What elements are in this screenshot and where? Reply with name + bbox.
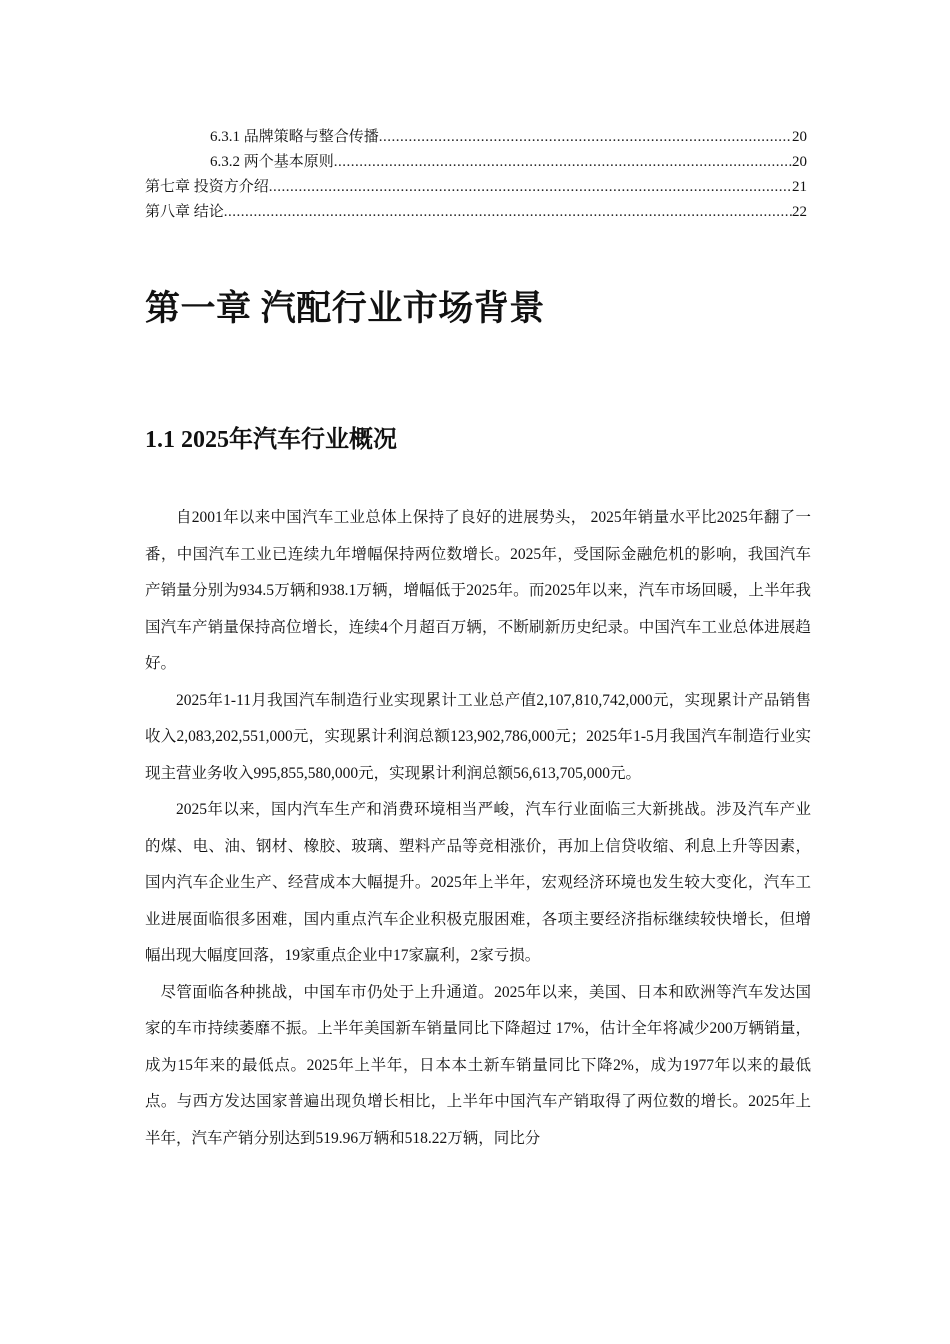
toc-leader-dots — [269, 175, 792, 200]
chapter-title: 第一章 汽配行业市场背景 — [145, 289, 545, 328]
paragraph: 2025年1-11月我国汽车制造行业实现累计工业总产值2,107,810,742,000元，实现累计产品销售收入2,083,202,551,000元，实现累计利润总额123,902,786,000元；2025年1-5月我国汽车制造行业实现主营业务收入995,855,580,000元，实现累计利润总额56,613,705,000元。 — [145, 691, 811, 782]
paragraph: 尽管面临各种挑战，中国车市仍处于上升通道。2025年以来，美国、日本和欧洲等汽车发达国家的车市持续萎靡不振。上半年美国新车销量同比下降超过 17%，估计全年将减少200万辆销量，成为15年来的最低点。2025年上半年，日本本土新车销量同比下降2%，成为1977年以来的最低点。与西方发达国家普遍出现负增长相比，上半年中国汽车产销取得了两位数的增长。2025年上半年，汽车产销分别达到519.96万辆和518.22万辆，同比分 — [145, 983, 811, 1147]
toc-entry[interactable] — [145, 200, 807, 225]
toc-entry[interactable] — [145, 150, 807, 175]
toc-leader-dots — [334, 150, 792, 175]
section-title: 1.1 2025年汽车行业概况 — [145, 427, 397, 453]
toc-leader-dots — [224, 200, 792, 225]
toc-entry-title: 6.3.1 品牌策略与整合传播 — [210, 129, 379, 145]
body-text — [145, 500, 811, 1157]
toc-leader-dots — [379, 125, 792, 150]
toc-entry-page: 22 — [792, 204, 807, 220]
table-of-contents — [145, 125, 807, 225]
toc-entry-page: 20 — [792, 154, 807, 170]
toc-entry-title: 第八章 结论 — [145, 204, 224, 220]
toc-entry[interactable] — [145, 175, 807, 200]
toc-entry-page: 21 — [792, 179, 807, 195]
toc-entry[interactable] — [145, 125, 807, 150]
toc-entry-title: 第七章 投资方介绍 — [145, 179, 269, 195]
paragraph: 2025年以来，国内汽车生产和消费环境相当严峻，汽车行业面临三大新挑战。涉及汽车产业的煤、电、油、钢材、橡胶、玻璃、塑料产品等竞相涨价，再加上信贷收缩、利息上升等因素，国内汽车企业生产、经营成本大幅提升。2025年上半年，宏观经济环境也发生较大变化，汽车工业进展面临很多困难，国内重点汽车企业积极克服困难，各项主要经济指标继续较快增长，但增幅出现大幅度回落，19家重点企业中17家赢利，2家亏损。 — [145, 801, 811, 964]
toc-entry-page: 20 — [792, 129, 807, 145]
paragraph: 自2001年以来中国汽车工业总体上保持了良好的进展势头， 2025年销量水平比2025年翻了一番，中国汽车工业已连续九年增幅保持两位数增长。2025年，受国际金融危机的影响，我国汽车产销量分别为934.5万辆和938.1万辆，增幅低于2025年。而2025年以来，汽车市场回暖，上半年我国汽车产销量保持高位增长，连续4个月超百万辆，不断刷新历史纪录。中国汽车工业总体进展趋好。 — [145, 509, 811, 672]
toc-entry-title: 6.3.2 两个基本原则 — [210, 154, 334, 170]
